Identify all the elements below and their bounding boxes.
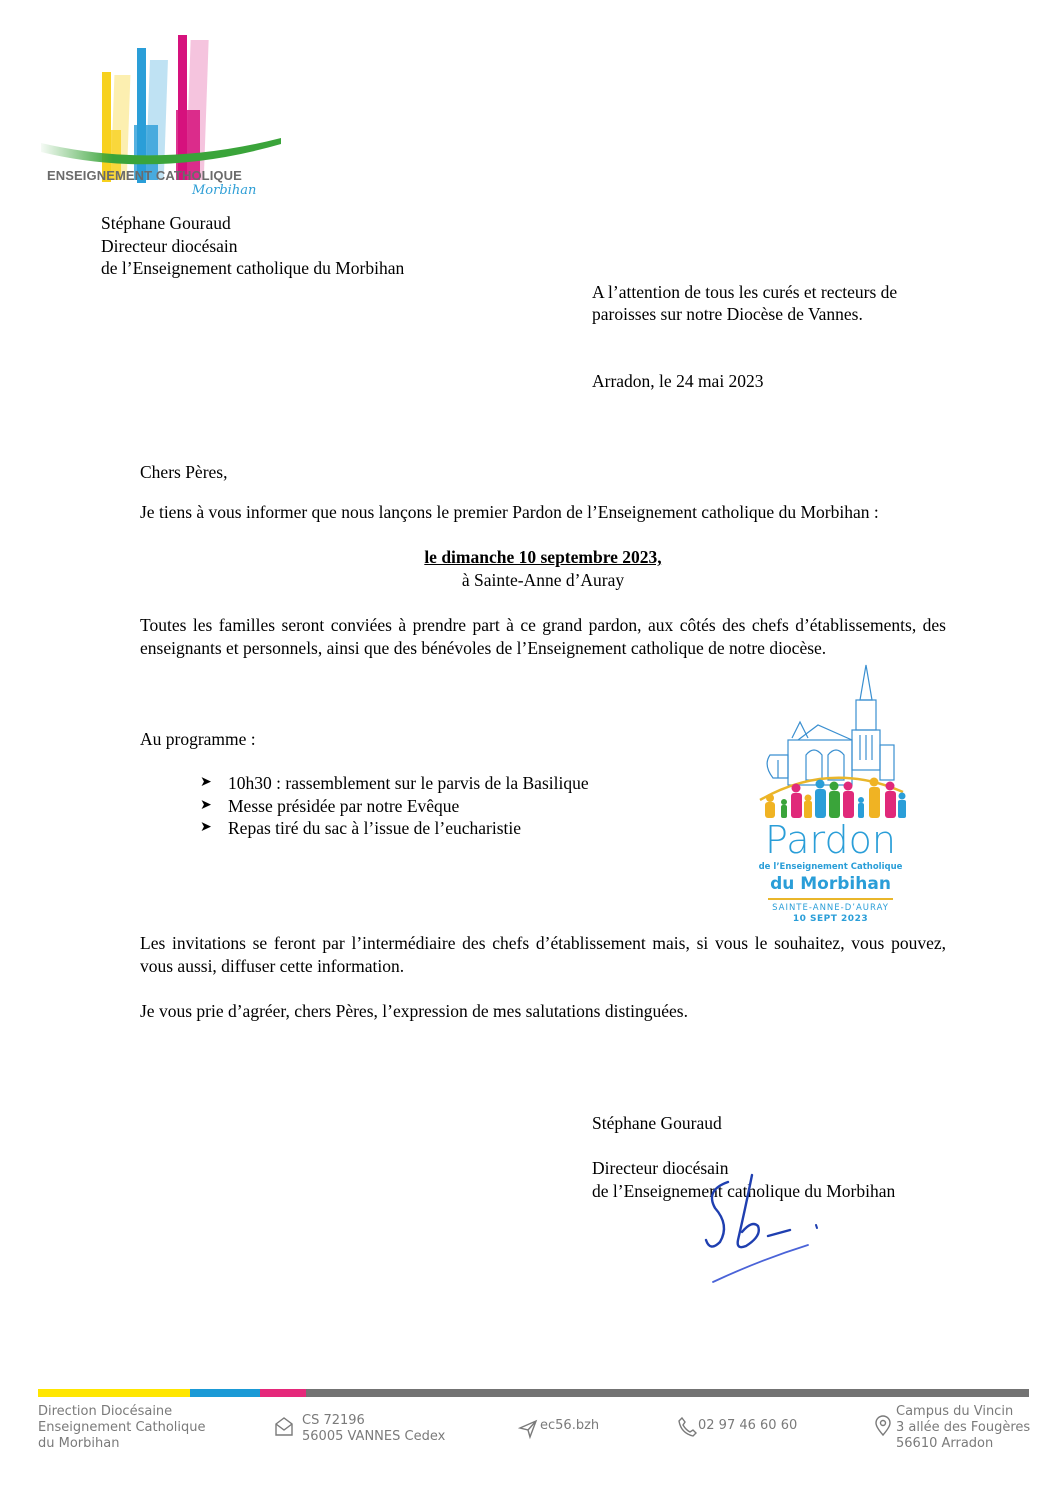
closing-formula: Je vous prie d’agréer, chers Pères, l’expression de mes salutations distinguées. bbox=[140, 1001, 688, 1021]
basilica-illustration-icon bbox=[748, 660, 913, 820]
event-place: à Sainte-Anne d’Auray bbox=[461, 569, 625, 590]
footer-postal: CS 72196 56005 VANNES Cedex bbox=[302, 1413, 446, 1444]
sender-title: Directeur diocésain bbox=[101, 236, 238, 256]
footer-bar-blue bbox=[190, 1389, 260, 1397]
program-item: ➤ 10h30 : rassemblement sur le parvis de la Basilique bbox=[200, 773, 589, 793]
footer-bar-magenta bbox=[260, 1389, 306, 1397]
recipient-line-2: paroisses sur notre Diocèse de Vannes. bbox=[592, 304, 863, 324]
signature-organization: de l’Enseignement catholique du Morbihan bbox=[592, 1181, 896, 1201]
signature-title: Directeur diocésain bbox=[592, 1158, 729, 1178]
pardon-divider bbox=[768, 898, 893, 900]
pardon-place: SAINTE-ANNE-D’AURAY bbox=[772, 903, 889, 913]
families-paragraph: Toutes les familles seront conviées à prendre part à ce grand pardon, aux côtés des chefs d’établissements, des enseignants et personnels, ainsi que des bénévoles de l’Enseignement catholique de notre diocèse. bbox=[140, 615, 946, 658]
pardon-logo bbox=[748, 660, 913, 925]
footer-phone[interactable]: 02 97 46 60 60 bbox=[698, 1418, 798, 1433]
footer-bar-gray bbox=[306, 1389, 1029, 1397]
sender-organization: de l’Enseignement catholique du Morbihan bbox=[101, 258, 405, 278]
footer-bar-yellow bbox=[38, 1389, 190, 1397]
event-date: le dimanche 10 septembre 2023, bbox=[424, 547, 662, 567]
handwritten-signature-icon bbox=[690, 1170, 840, 1290]
arrow-bullet-icon: ➤ bbox=[200, 775, 212, 790]
recipient-line-1: A l’attention de tous les curés et recteurs de bbox=[592, 282, 898, 302]
program-heading: Au programme : bbox=[140, 729, 256, 749]
program-list bbox=[200, 772, 589, 840]
pardon-region: du Morbihan bbox=[770, 874, 891, 894]
invitations-paragraph: Les invitations se feront par l’intermédiaire des chefs d’établissement mais, si vous le souhaitez, vous pouvez, vous aussi, diffuser cette information. bbox=[140, 933, 946, 976]
footer-address: Campus du Vincin 3 allée des Fougères 56610 Arradon bbox=[896, 1404, 1031, 1451]
logo-org-name: ENSEIGNEMENT CATHOLIQUE bbox=[47, 168, 242, 183]
pardon-subtitle: de l’Enseignement Catholique bbox=[758, 862, 903, 872]
sender-name: Stéphane Gouraud bbox=[101, 213, 231, 233]
salutation: Chers Pères, bbox=[140, 462, 228, 482]
footer-org: Direction Diocésaine Enseignement Catholique du Morbihan bbox=[38, 1404, 206, 1451]
map-pin-icon bbox=[873, 1415, 893, 1437]
arrow-bullet-icon: ➤ bbox=[200, 820, 212, 835]
pardon-date: 10 SEPT 2023 bbox=[792, 914, 869, 924]
event-block bbox=[140, 546, 946, 591]
mail-icon bbox=[274, 1416, 294, 1438]
program-item: ➤ Messe présidée par notre Evêque bbox=[200, 795, 460, 816]
arrow-bullet-icon: ➤ bbox=[200, 797, 212, 813]
footer-website[interactable]: ec56.bzh bbox=[540, 1418, 600, 1433]
signature-name: Stéphane Gouraud bbox=[592, 1113, 722, 1133]
intro-paragraph: Je tiens à vous informer que nous lançons le premier Pardon de l’Enseignement catholique du Morbihan : bbox=[140, 502, 879, 522]
place-date: Arradon, le 24 mai 2023 bbox=[592, 371, 764, 391]
paper-plane-icon bbox=[518, 1418, 538, 1440]
program-item: ➤ Repas tiré du sac à l’issue de l’eucharistie bbox=[200, 818, 522, 838]
phone-icon bbox=[677, 1416, 697, 1438]
logo-region: Morbihan bbox=[192, 183, 257, 198]
pardon-title: Pardon bbox=[765, 818, 896, 862]
